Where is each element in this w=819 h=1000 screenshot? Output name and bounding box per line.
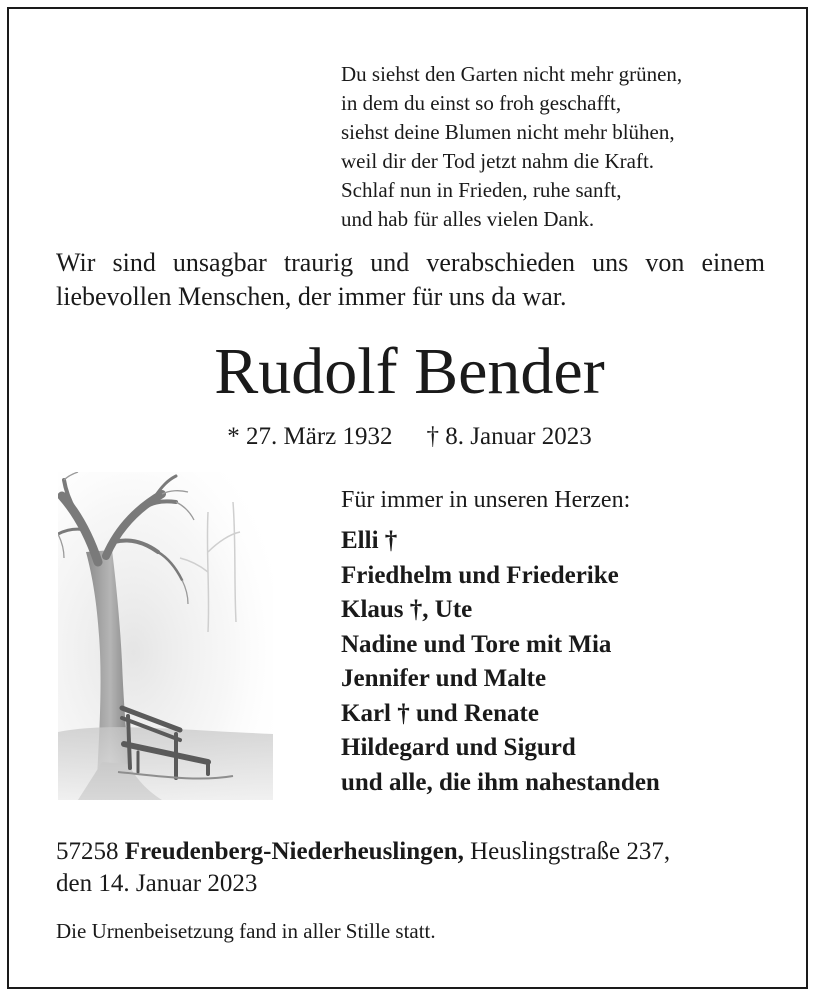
address-line — [56, 836, 670, 868]
town: Freudenberg-Niederheuslingen, — [124, 838, 464, 865]
list-item: Jennifer und Malte — [341, 665, 547, 692]
list-item: Friedhelm und Friederike — [341, 561, 619, 589]
list-item: Klaus †, Ute — [341, 596, 473, 623]
poem-line: Schlaf nun in Frieden, ruhe sanft, — [341, 178, 622, 202]
death-date: † 8. Januar 2023 — [426, 423, 592, 450]
list-item: Nadine und Tore mit Mia — [341, 630, 612, 658]
birth-date: * 27. März 1932 — [227, 423, 393, 450]
poem-line: siehst deine Blumen nicht mehr blühen, — [341, 120, 675, 144]
deceased-name: Rudolf Bender — [214, 335, 605, 408]
list-item: Elli † — [341, 527, 398, 554]
street: Heuslingstraße 237, — [470, 838, 671, 865]
poem — [341, 60, 781, 234]
tree-and-bench-drawing-icon — [58, 472, 273, 800]
list-item: Hildegard und Sigurd — [341, 734, 576, 761]
list-item: Karl † und Renate — [341, 699, 539, 727]
poem-line: in dem du einst so froh geschafft, — [341, 91, 622, 115]
poem-line: weil dir der Tod jetzt nahm die Kraft. — [341, 149, 655, 173]
place-date: den 14. Januar 2023 — [56, 870, 258, 897]
intro-text — [56, 246, 765, 314]
burial-note: Die Urnenbeisetzung fand in aller Stille statt. — [56, 919, 436, 943]
postcode: 57258 — [56, 838, 119, 865]
intro-line: Wir sind unsagbar traurig und verabschieden uns von einem — [56, 248, 765, 277]
intro-line: liebevollen Menschen, der immer für uns da war. — [56, 282, 567, 311]
poem-line: und hab für alles vielen Dank. — [341, 207, 595, 231]
family-list — [341, 524, 660, 800]
family-heading: Für immer in unseren Herzen: — [341, 487, 631, 513]
list-item: und alle, die ihm nahestanden — [341, 768, 660, 796]
life-dates — [0, 421, 819, 453]
poem-line: Du siehst den Garten nicht mehr grünen, — [341, 62, 683, 86]
